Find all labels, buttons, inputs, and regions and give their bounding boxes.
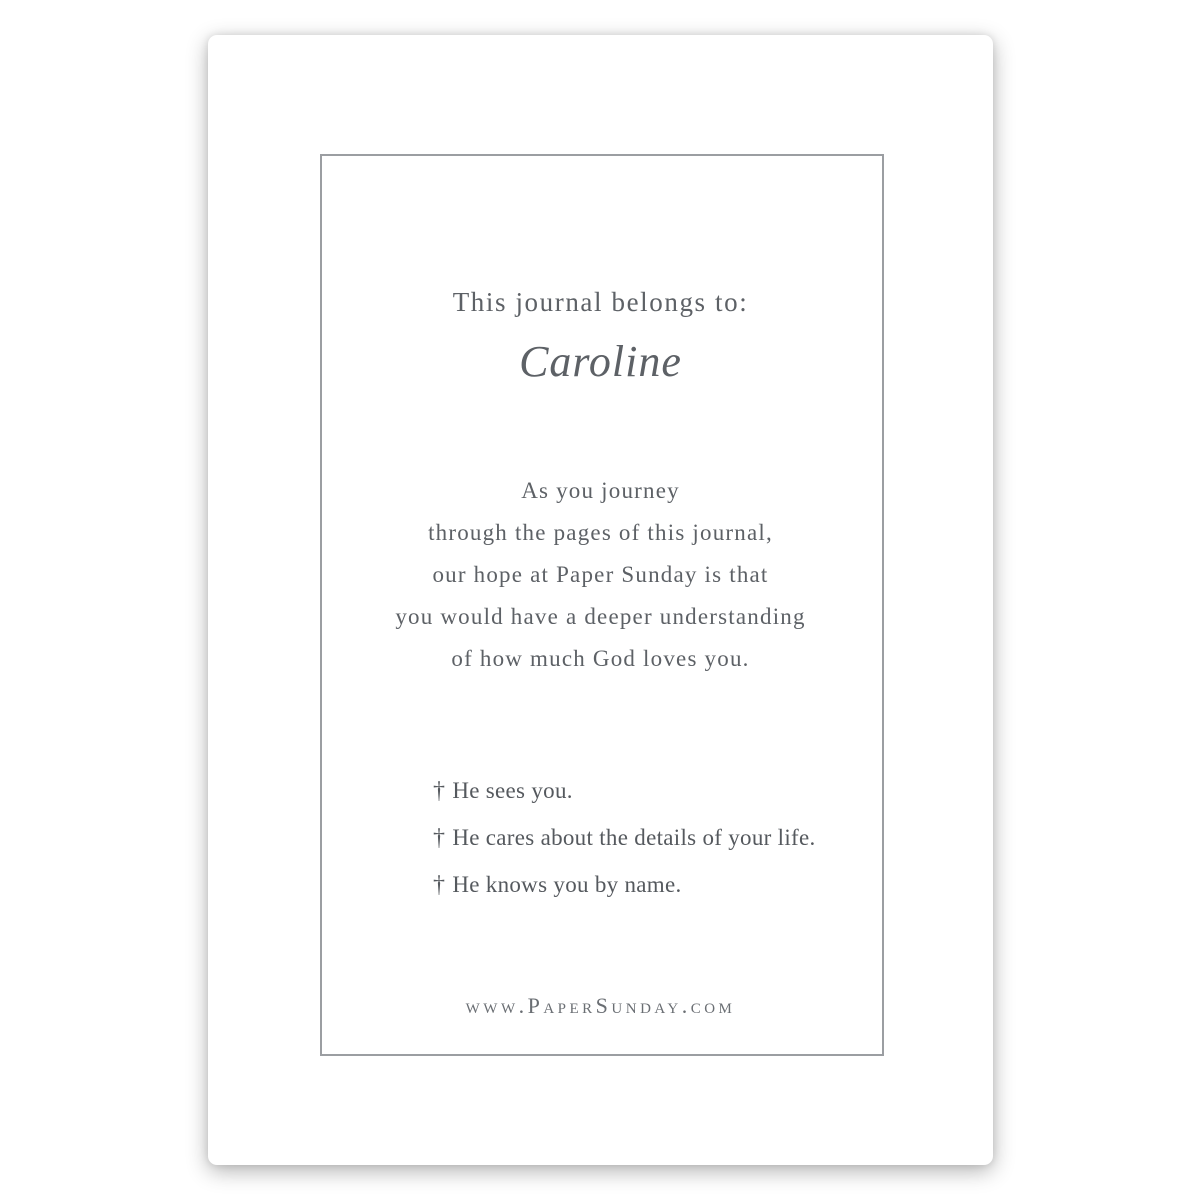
list-item xyxy=(433,826,933,850)
message-line: through the pages of this journal, xyxy=(428,520,773,545)
cross-icon: † xyxy=(433,778,446,804)
intro-message xyxy=(208,470,993,680)
message-line: As you journey xyxy=(521,478,680,503)
list-item xyxy=(433,873,933,897)
belongs-to-label: This journal belongs to: xyxy=(452,287,749,317)
list-item xyxy=(433,779,933,803)
journal-page xyxy=(208,35,993,1165)
website-url: www.PaperSunday.com xyxy=(465,993,736,1018)
cross-icon: † xyxy=(433,872,446,898)
affirmation-text: He sees you. xyxy=(452,778,573,803)
message-line: you would have a deeper understanding xyxy=(395,604,806,629)
cross-icon: † xyxy=(433,825,446,851)
affirmation-list xyxy=(433,779,933,920)
affirmation-text: He knows you by name. xyxy=(452,872,682,897)
affirmation-text: He cares about the details of your life. xyxy=(452,825,816,850)
message-line: our hope at Paper Sunday is that xyxy=(432,562,769,587)
message-line: of how much God loves you. xyxy=(451,646,750,671)
owner-name: Caroline xyxy=(519,337,682,386)
